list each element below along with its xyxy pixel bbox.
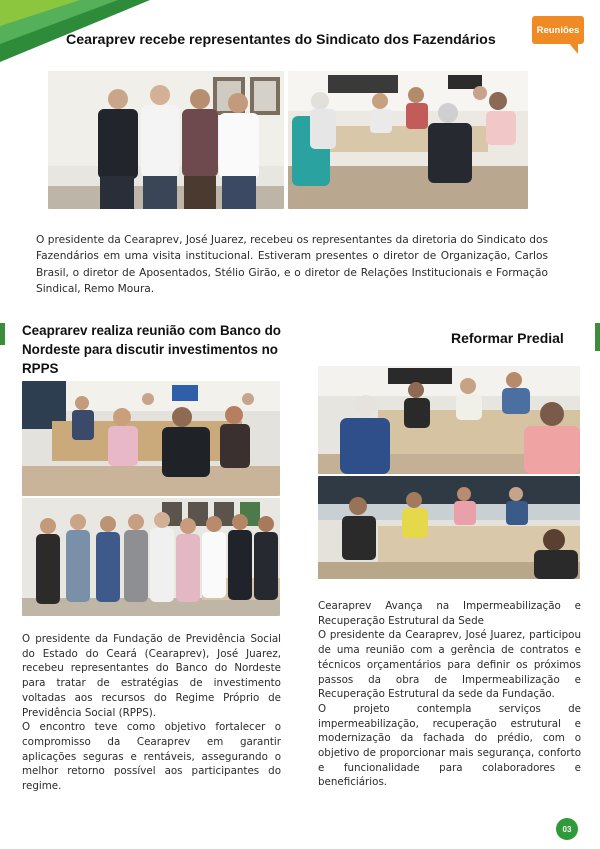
article1-photo-group [48, 71, 284, 209]
article3-paragraph: O projeto contempla serviços de impermeabilização, recuperação estrutural e modernização da fachada do prédio, com o objetivo de proporcionar mais segurança, conforto e funcionalidade para colaboradores e beneficiários. [318, 702, 581, 789]
article2-paragraph: O presidente da Fundação de Previdência Social do Estado do Ceará (Cearaprev), José Juarez, recebeu representantes do Banco do Nordeste para tratar de estratégias de investimento voltadas aos recursos do Regime Próprio de Previdência Social (RPPS). [22, 633, 281, 719]
article2-paragraph: O encontro teve como objetivo fortalecer o compromisso da Cearaprev em garantir aplicações seguras e rentáveis, assegurando o melhor retorno possível aos participantes do regime. [22, 721, 281, 793]
article1-photo-meeting [288, 71, 528, 209]
article3-photo-meeting-1 [318, 366, 580, 474]
article1-title: Cearaprev recebe representantes do Sindicato dos Fazendários [66, 32, 496, 48]
page-number-badge: 03 [556, 818, 578, 840]
article2-photo-group [22, 498, 280, 616]
section-accent-bar-left [0, 323, 5, 345]
section-accent-bar-right [595, 323, 600, 351]
article3-photo-meeting-2 [318, 476, 580, 579]
section-tag-tail [568, 42, 578, 54]
article3-paragraph: O presidente da Cearaprev, José Juarez, participou de uma reunião com a gerência de contratos e técnicos orçamentários para definir os próximos passos da obra de Impermeabilização e Recuperação Estrutural da sede da Fundação. [318, 629, 581, 701]
article3-subtitle: Cearaprev Avança na Impermeabilização e Recuperação Estrutural da Sede [318, 600, 581, 627]
section-tag: Reuniões [532, 16, 584, 44]
article3-body [318, 599, 581, 790]
article1-body: O presidente da Cearaprev, José Juarez, recebeu os representantes da diretoria do Sindicato dos Fazendários em uma visita institucional. Estiveram presentes o diretor de Organização, Carlos Brasil, o diretor de Aposentados, Stélio Girão, e o diretor de Relações Institucionais e Formação Sindical, Remo Moura. [36, 234, 548, 296]
article2-photo-meeting [22, 381, 280, 496]
article2-title: Ceaprarev realiza reunião com Banco do Nordeste para discutir investimentos no RPPS [22, 323, 281, 376]
article3-title: Reformar Predial [451, 330, 564, 346]
article2-body [22, 632, 281, 794]
